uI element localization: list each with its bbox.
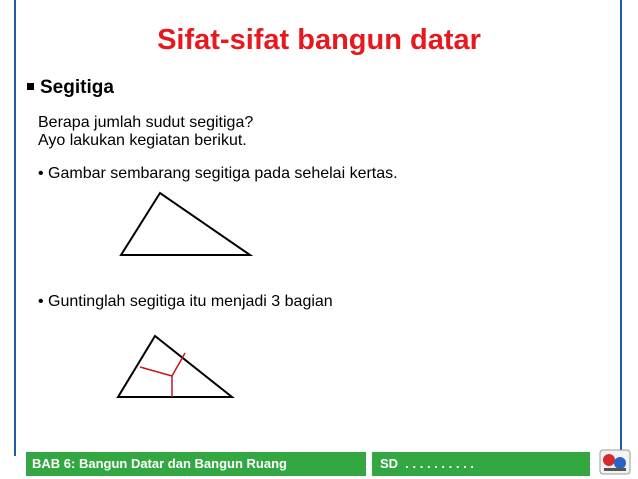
slide-title: Sifat-sifat bangun datar (157, 24, 481, 56)
footer-chapter: BAB 6: Bangun Datar dan Bangun Ruang (26, 452, 366, 476)
step-draw-text: • Gambar sembarang segitiga pada sehelai kertas. (38, 165, 398, 182)
publisher-logo-icon (598, 446, 632, 476)
cut-lines (140, 353, 185, 397)
question-text: Berapa jumlah sudut segitiga? (38, 114, 254, 131)
drawn-triangle (121, 193, 250, 255)
section-heading: Segitiga (40, 77, 114, 98)
step-cut-text: • Guntinglah segitiga itu menjadi 3 bagian (38, 293, 333, 310)
footer-level: SD . . . . . . . . . . (372, 452, 590, 476)
instruction-text: Ayo lakukan kegiatan berikut. (38, 132, 247, 149)
cut-triangle (118, 336, 232, 397)
